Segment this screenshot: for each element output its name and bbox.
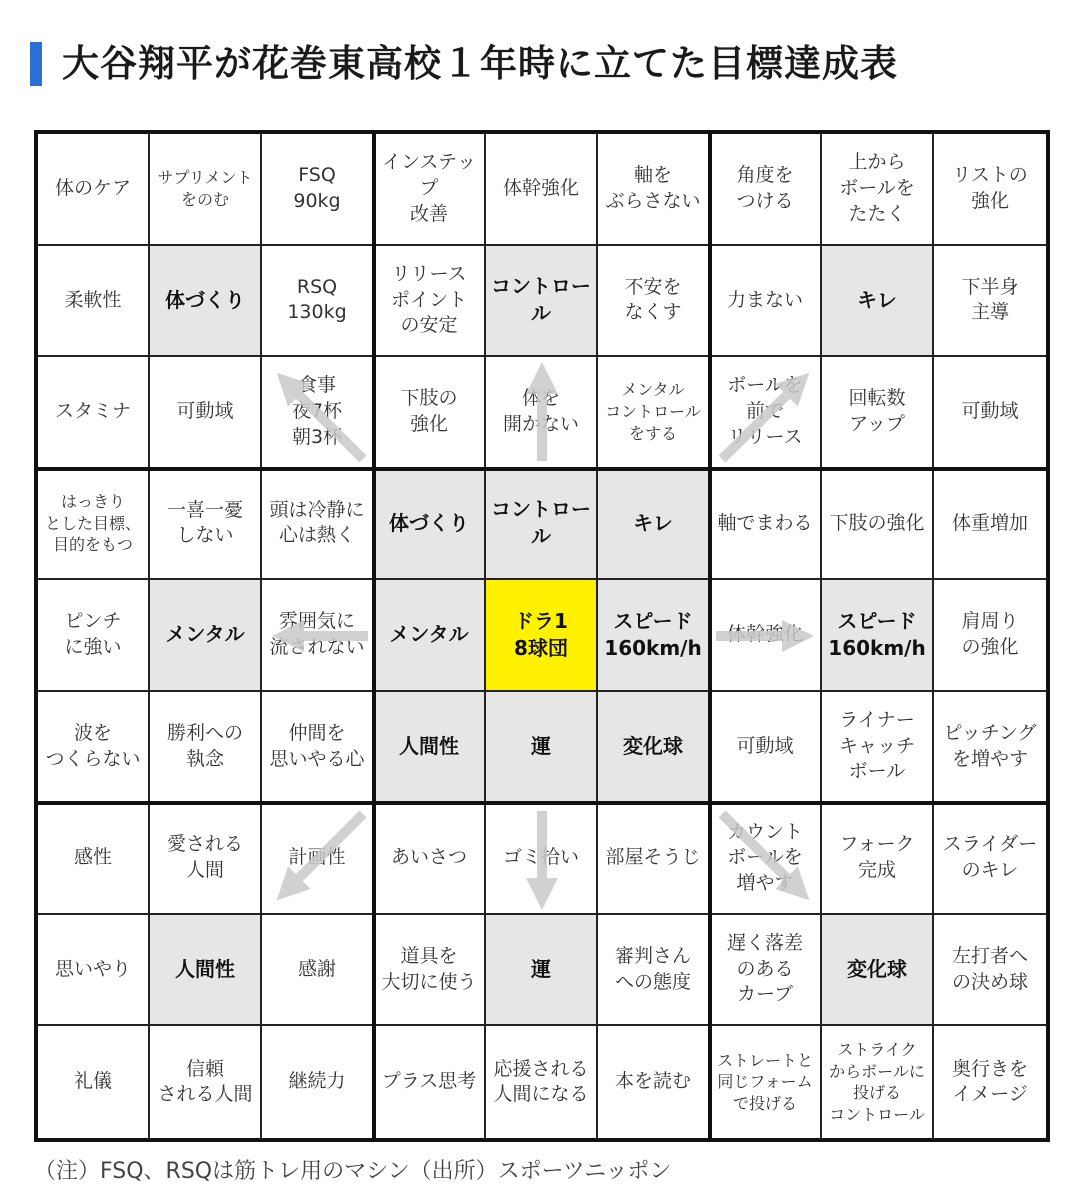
goal-cell: 遅く落差 のある カーブ (710, 915, 822, 1027)
goal-cell: スタミナ (38, 357, 150, 469)
goal-cell: メンタル コントロール をする (598, 357, 710, 469)
goal-cell: 軸でまわる (710, 469, 822, 581)
goal-cell: 体幹強化 (710, 580, 822, 692)
title-accent-bar (30, 42, 42, 86)
goal-cell: ストライク からボールに 投げる コントロール (822, 1026, 934, 1138)
goal-cell: 回転数 アップ (822, 357, 934, 469)
goal-cell: FSQ 90kg (262, 134, 374, 246)
goal-cell: 上から ボールを たたく (822, 134, 934, 246)
goal-cell: リストの 強化 (934, 134, 1046, 246)
goal-cell: カウント ボールを 増やす (710, 803, 822, 915)
block-divider-v1 (372, 134, 376, 1138)
goal-cell: 左打者へ の決め球 (934, 915, 1046, 1027)
goal-cell: 柔軟性 (38, 246, 150, 358)
goal-cell: スライダー のキレ (934, 803, 1046, 915)
goal-cell: 愛される 人間 (150, 803, 262, 915)
goal-cell: RSQ 130kg (262, 246, 374, 358)
page-title: 大谷翔平が花巻東高校１年時に立てた目標達成表 (62, 42, 898, 85)
theme-cell: 体づくり (150, 246, 262, 358)
goal-cell: 継続力 (262, 1026, 374, 1138)
goal-cell: 計画性 (262, 803, 374, 915)
block-divider-h1 (38, 467, 1046, 471)
goal-cell: ゴミ拾い (486, 803, 598, 915)
goal-cell: 仲間を 思いやる心 (262, 692, 374, 804)
goal-cell: 頭は冷静に 心は熱く (262, 469, 374, 581)
goal-cell: 勝利への 執念 (150, 692, 262, 804)
theme-cell: メンタル (150, 580, 262, 692)
goal-cell: プラス思考 (374, 1026, 486, 1138)
goal-cell: 本を読む (598, 1026, 710, 1138)
goal-cell: 角度を つける (710, 134, 822, 246)
block-divider-h2 (38, 801, 1046, 805)
goal-cell: 道具を 大切に使う (374, 915, 486, 1027)
goal-cell: 部屋そうじ (598, 803, 710, 915)
theme-cell: キレ (598, 469, 710, 581)
goal-cell: 不安を なくす (598, 246, 710, 358)
theme-cell: コントロール (486, 246, 598, 358)
goal-cell: はっきり とした目標、 目的をもつ (38, 469, 150, 581)
theme-cell: キレ (822, 246, 934, 358)
mandala-grid (38, 134, 1046, 1138)
goal-cell: ストレートと 同じフォーム で投げる (710, 1026, 822, 1138)
goal-chart (34, 130, 1050, 1142)
goal-cell: フォーク 完成 (822, 803, 934, 915)
goal-cell: 体重増加 (934, 469, 1046, 581)
goal-cell: 下肢の強化 (822, 469, 934, 581)
theme-cell: 人間性 (150, 915, 262, 1027)
goal-cell: インステップ 改善 (374, 134, 486, 246)
theme-cell: 運 (486, 915, 598, 1027)
theme-cell: 人間性 (374, 692, 486, 804)
goal-cell: 感性 (38, 803, 150, 915)
goal-cell: 奥行きを イメージ (951, 1057, 1028, 1106)
goal-cell: 軸を ぶらさない (598, 134, 710, 246)
goal-cell: 体を 開かない (486, 357, 598, 469)
theme-cell: コントロール (486, 469, 598, 581)
footnote: （注）FSQ、RSQは筋トレ用のマシン（出所）スポーツニッポン (34, 1159, 672, 1184)
theme-cell: メンタル (374, 580, 486, 692)
goal-cell: 審判さん への態度 (598, 915, 710, 1027)
goal-cell: サプリメント をのむ (150, 134, 262, 246)
block-divider-v2 (708, 134, 712, 1138)
theme-cell: 体づくり (374, 469, 486, 581)
goal-cell: 肩周り の強化 (934, 580, 1046, 692)
goal-cell: 下肢の 強化 (374, 357, 486, 469)
goal-cell: 可動域 (150, 357, 262, 469)
goal-cell: 信頼 される人間 (150, 1026, 262, 1138)
goal-cell: 思いやり (38, 915, 150, 1027)
goal-cell: ピッチング を増やす (934, 692, 1046, 804)
goal-cell: 一喜一憂 しない (150, 469, 262, 581)
goal-cell: 体幹強化 (486, 134, 598, 246)
theme-cell: 変化球 (598, 692, 710, 804)
goal-cell: 可動域 (934, 357, 1046, 469)
goal-cell: リリース ポイント の安定 (374, 246, 486, 358)
goal-cell: 応援される 人間になる (486, 1026, 598, 1138)
goal-cell: 雰囲気に 流されない (262, 580, 374, 692)
theme-cell: 変化球 (822, 915, 934, 1027)
goal-cell: 感謝 (262, 915, 374, 1027)
goal-cell: 可動域 (710, 692, 822, 804)
goal-cell: 食事 夜7杯 朝3杯 (262, 357, 374, 469)
goal-cell: 力まない (710, 246, 822, 358)
goal-cell: 礼儀 (38, 1026, 150, 1138)
center-goal-cell: ドラ1 8球団 (486, 580, 598, 692)
goal-cell: あいさつ (374, 803, 486, 915)
goal-cell: 波を つくらない (38, 692, 150, 804)
goal-cell: ピンチ に強い (38, 580, 150, 692)
theme-cell: スピード 160km/h (822, 580, 934, 692)
goal-cell: ボールを 前で リリース (710, 357, 822, 469)
goal-cell: 下半身 主導 (934, 246, 1046, 358)
theme-cell: スピード 160km/h (598, 580, 710, 692)
theme-cell: 運 (486, 692, 598, 804)
goal-cell: ライナー キャッチ ボール (822, 692, 934, 804)
goal-cell: 体のケア (38, 134, 150, 246)
